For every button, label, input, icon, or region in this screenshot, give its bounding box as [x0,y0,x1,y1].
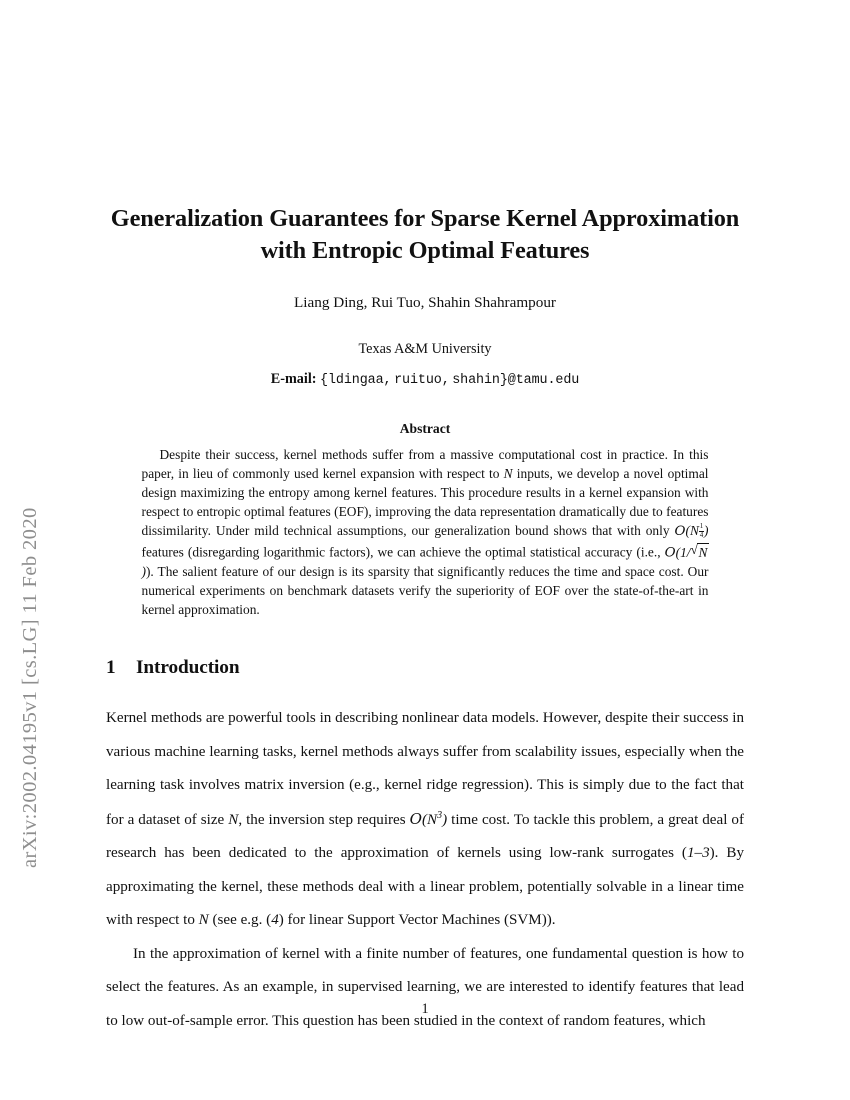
author-list: Liang Ding, Rui Tuo, Shahin Shahrampour [294,294,556,312]
arxiv-stamp-text: arXiv:2002.04195v1 [cs.LG] 11 Feb 2020 [18,507,41,868]
abstract-text-part-1: Despite their success, kernel methods suffer from a massive computational cost in practice. In this paper, in lieu of commonly used kernel expansion with respect to [141,447,709,482]
p1-part-3: time cost. To tackle this problem, a great deal of research has been dedicated to the approximation of kernels using low-rank surrogates ( [106,811,744,862]
paragraph-2: In the approximation of kernel with a finite number of features, one fundamental question is how to select the features. As an example, in supervised learning, we are interested to identify features that lead to low out-of-sample error. This question has been studied in the context of random features, which [106,945,744,1029]
math-variable-n-2: N [198,912,209,929]
abstract-heading: Abstract [399,421,451,437]
title-line-2: with Entropic Optimal Features [260,237,590,265]
abstract-text-part-3: features (disregarding logarithmic factors), we can achieve the optimal statistical accuracy (i.e., [141,544,661,560]
email-label: E-mail: [270,371,317,388]
page-number: 1 [421,1001,429,1017]
abstract-body: Despite their success, kernel methods suffer from a massive computational cost in practice. In this paper, in lieu of commonly used kernel expansion with respect to N inputs, we develop a novel optimal design maximizing the entropy among kernel features. This procedure results in a kernel expansion with respect to entropic optimal features (EOF), improving the data representation dramatically due to features dissimilarity. Under mild technical assumptions, our generalization bound shows that with only O(N $\frac{1}{4}$ ) features (disregarding logarithmic factors), we can achieve the optimal statistical accuracy (i.e., O(1/ √ N)). The salient feature of our design is its sparsity that significantly reduces the time and space cost. Our numerical experiments on benchmark datasets verify the superiority of EOF over the state-of-the-art in kernel approximation. [142,446,709,620]
email-address-1: ldingaa [327,373,384,389]
paragraph-1: Kernel methods are powerful tools in describing nonlinear data models. However, despite their success in various machine learning tasks, kernel methods always suffer from scalability issues, especially when the learning task involves matrix inversion (e.g., kernel ridge regression). This is simply due to the fact that for a dataset of size N, the inversion step requires $O(N^3)$ time cost. To tackle this problem, a great deal of research has been dedicated to the approximation of kernels using low-rank surrogates (1–3). By approximating the kernel, these methods deal with a linear problem, potentially solvable in a linear time with respect to N (see e.g. (4) for linear Support Vector Machines (SVM)). [106,710,744,929]
page-title [106,203,744,267]
email-line [106,371,744,388]
p1-part-5: (see e.g. ( [212,912,272,929]
p1-part-6: ) for linear Support Vector Machines (SVM)). [278,912,556,929]
p1-part-2: , the inversion step requires [238,811,406,828]
math-big-o-one-over-sqrt-n: O [664,545,676,561]
email-addresses: {ldingaa, ruituo, shahin}@tamu.edu [320,373,580,389]
abstract-text-part-2: inputs, we develop a novel optimal design maximizing the entropy among kernel features. This procedure results in a kernel expansion with respect to entropic optimal features (EOF), improving the data representation dramatically due to features dissimilarity. Under mild technical assumptions, our generalization bound shows that with only [141,466,709,538]
email-address-3: shahin [452,373,500,389]
section-title: Introduction [136,657,240,679]
math-variable-n-1: N [228,811,239,828]
citation-1-3: 1–3 [686,845,710,862]
abstract-text-part-4: ). The salient feature of our design is its sparsity that significantly reduces the time and space cost. Our numerical experiments on benchmark datasets verify the superiority of EOF over the state-of-the-art in kernel approximation. [141,564,709,618]
p1-part-1: Kernel methods are powerful tools in describing nonlinear data models. However, despite their success in various machine learning tasks, kernel methods always suffer from scalability issues, especially when the learning task involves matrix inversion (e.g., kernel ridge regression). This is simply due to the fact that for a dataset of size [106,710,744,828]
citation-4: 4 [271,912,279,929]
email-address-2: ruituo [394,373,442,389]
title-line-1: Generalization Guarantees for Sparse Kernel Approximation [110,205,740,232]
arxiv-stamp [0,0,60,1100]
math-variable-n: N [503,466,513,482]
math-big-o-n-cubed: O [409,809,423,828]
affiliation: Texas A&M University [358,341,492,358]
body-text [106,702,744,1038]
paper-page [106,0,744,1100]
math-big-o-n-quarter: O [674,524,686,539]
section-heading-introduction [106,657,744,679]
section-number: 1 [106,657,116,679]
p1-part-4: ). By approximating the kernel, these methods deal with a linear problem, potentially solvable in a linear time with respect to [106,845,744,929]
